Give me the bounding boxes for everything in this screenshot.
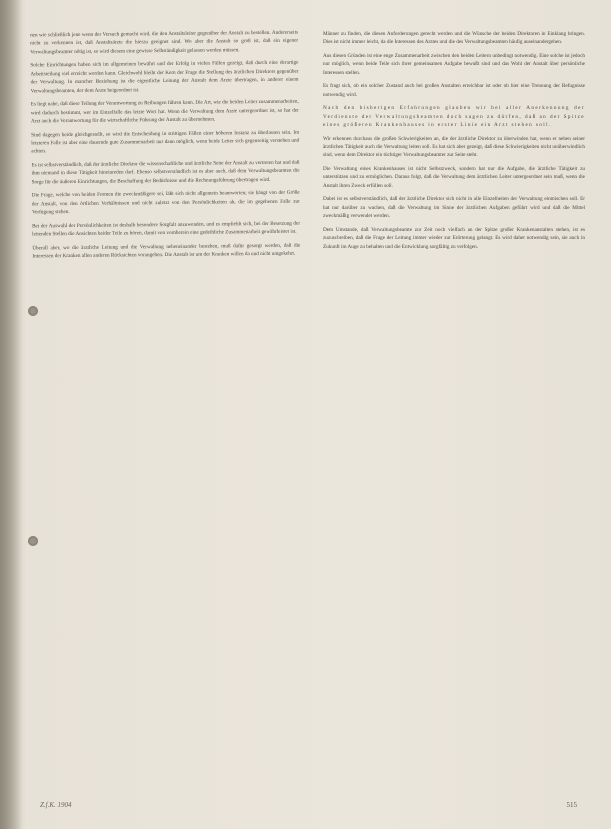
paragraph: Dabei ist es selbstverständlich, daß der ärztliche Direktor sich nicht in alle Einzelheiten der Verwaltung einmischen soll. Er hat nur darüber zu wachen, daß die Verwaltung im Sinne der ärztlichen Aufgaben geführt wird und daß die Mittel zweckmäßig verwendet werden. — [323, 196, 585, 220]
page-number: 515 — [566, 801, 577, 809]
paragraph: Solche Einrichtungen haben sich im allgemeinen bewährt und der Erfolg in vielen Fällen gezeigt, daß durch eine derartige Arbeitsteilung viel erreicht werden kann. Gleichwohl bleibt der Kern der Frage die Stellung des ärztlichen Direktors gegenüber der Verwaltung. In mancher Beziehung ist die eigentliche Leitung der Anstalt dem Arzte übertragen, in anderer einem Verwaltungsbeamten, der dem Arzte beigeordnet ist. — [30, 59, 299, 95]
paragraph: Wir erkennen durchaus die großen Schwierigkeiten an, die der ärztliche Direktor zu überwinden hat, wenn er neben seiner ärztlichen Tätigkeit auch die Verwaltung leiten soll. Es hat sich aber gezeigt, daß diese Schwierigkeiten nicht unüberwindlich sind, wenn dem Direktor ein tüchtiger Verwaltungsbeamter zur Seite steht. — [323, 135, 585, 159]
paragraph: Überall aber, wo die ärztliche Leitung und die Verwaltung nebeneinander bestehen, muß dafür gesorgt werden, daß die Interessen der Kranken allen anderen Rücksichten vorangehen. Die Anstalt ist um der Kranken willen da und nicht umgekehrt. — [32, 242, 301, 260]
paragraph: Aus diesen Gründen ist eine enge Zusammenarbeit zwischen den beiden Leitern unbedingt notwendig. Eine solche ist jedoch nur möglich, wenn beide Teile sich ihrer gemeinsamen Aufgabe bewußt sind und das Wohl der Anstalt über persönliche Interessen stellen. — [323, 52, 585, 76]
left-text-column — [30, 29, 306, 791]
paragraph: nen wie schließlich jene wenn der Versuch gemacht wird, die den Anstaltsleiter gegenüber der Anstalt zu bestellen. Andererseits nicht zu verkennen ist, daß Anstaltsärzte die hierzu geeignet sind. Wo aber die Anstalt so groß ist, daß ein eigener Verwaltungsbeamter nötig ist, so wird diesem eine gewisse Selbständigkeit gelassen werden müssen. — [30, 29, 299, 56]
paragraph: Männer zu finden, die diesen Anforderungen gerecht werden und die Wünsche der beiden Direktoren in Einklang bringen. Dies ist nicht immer leicht, da die Interessen des Arztes und die des Verwaltungsbeamten häufig auseinandergehen. — [323, 31, 585, 46]
journal-reference: Z.f.K. 1904 — [40, 801, 72, 809]
paragraph: Bei der Auswahl der Persönlichkeiten ist deshalb besondere Sorgfalt anzuwenden, und es empfiehlt sich, bei der Besetzung der leitenden Stellen die Ansichten beider Teile zu hören, damit von vornherein eine gedeihliche Zusammenarbeit gewährleistet ist. — [32, 220, 301, 238]
paragraph: Die Verwaltung eines Krankenhauses ist nicht Selbstzweck, sondern hat nur die Aufgabe, die ärztliche Tätigkeit zu unterstützen und zu ermöglichen. Daraus folgt, daß die Verwaltung dem ärztlichen Leiter untergeordnet sein muß, wenn die Anstalt ihren Zweck erfüllen soll. — [323, 165, 585, 189]
paragraph-emphasis: Nach den bisherigen Erfahrungen glauben wir bei aller Anerkennung der Verdienste der Verwaltungsbeamten doch sagen zu dürfen, daß an der Spitze eines größeren Krankenhauses in erster Linie ein Arzt stehen soll. — [323, 105, 585, 129]
paragraph: Es ist selbstverständlich, daß der ärztliche Direktor die wissenschaftliche und ärztliche Seite der Anstalt zu vertreten hat und daß ihm niemand in diese Tätigkeit hineinreden darf. Ebenso selbstverständlich ist es aber auch, daß dem Verwaltungsbeamten die Sorge für die äußeren Einrichtungen, die Beschaffung der Bedürfnisse und die Rechnungsführung übertragen wird. — [31, 159, 300, 186]
paragraph: Es fragt sich, ob ein solcher Zustand auch bei großen Anstalten erreichbar ist oder ob hier eine Trennung der Befugnisse notwendig wird. — [323, 83, 585, 98]
paragraph: Die Frage, welche von beiden Formen die zweckmäßigere sei, läßt sich nicht allgemein beantworten; sie hängt von der Größe der Anstalt, von den örtlichen Verhältnissen und nicht zuletzt von den Persönlichkeiten ab, die im gegebenen Falle zur Verfügung stehen. — [31, 189, 300, 216]
binding-shadow — [0, 0, 22, 829]
paragraph: Es liegt nahe, daß diese Teilung der Verantwortung zu Reibungen führen kann. Die Art, wie die beiden Leiter zusammenarbeiten, wird dadurch bestimmt, wer im Einzelfalle das letzte Wort hat. Wenn die Verwaltung dem Arzte untergeordnet ist, so hat der Arzt auch die Verantwortung für die wirtschaftliche Führung der Anstalt zu übernehmen. — [30, 98, 299, 125]
paragraph: Sind dagegen beide gleichgestellt, so wird die Entscheidung in strittigen Fällen einer höheren Instanz zu überlassen sein. Im letzteren Falle ist aber eine dauernde gute Zusammenarbeit nur dann möglich, wenn beide Leiter sich gegenseitig verstehen und achten. — [31, 129, 300, 155]
paragraph: Dem Umstande, daß Verwaltungsbeamte zur Zeit noch vielfach an der Spitze großer Krankenanstalten stehen, ist es zuzuschreiben, daß die Frage der Leitung immer wieder zur Erörterung gelangt. Es wird daher notwendig sein, sie auch in Zukunft im Auge zu behalten und die Entwicklung sorgfältig zu verfolgen. — [323, 226, 585, 250]
right-text-column — [323, 30, 585, 789]
